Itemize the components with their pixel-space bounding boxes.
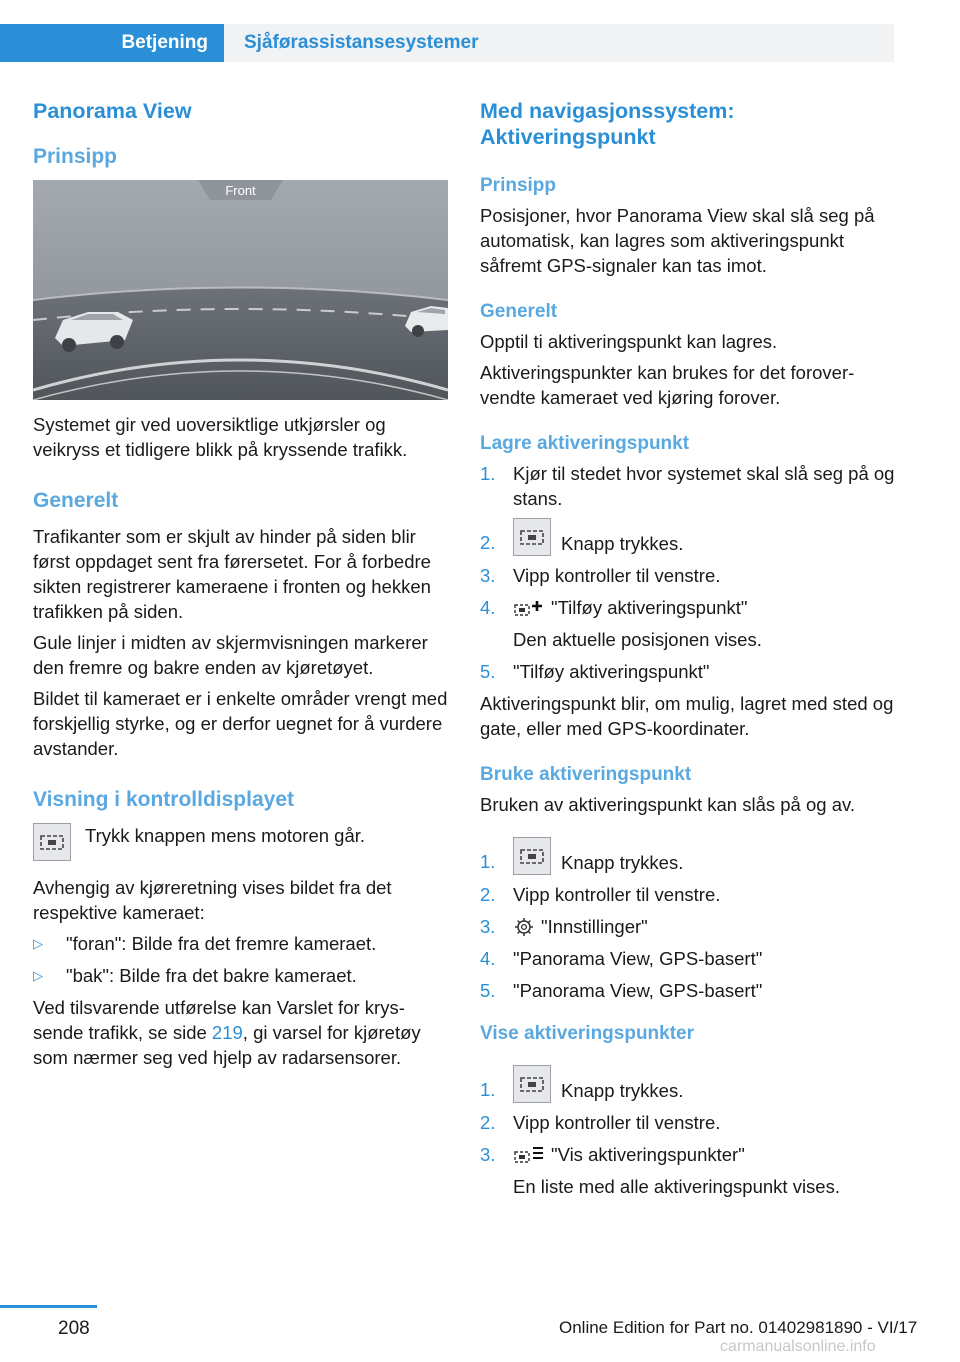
camera-button-icon — [513, 837, 551, 875]
save-steps-list — [480, 461, 898, 684]
triangle-bullet-icon: ▷ — [33, 936, 43, 951]
heading-lagre: Lagre aktiveringspunkt — [480, 433, 690, 454]
save-result-text: Aktiveringspunkt blir, om mulig, lagret med sted og gate, eller med GPS-koordinater. — [480, 693, 894, 739]
heading-prinsipp-right: Prinsipp — [480, 175, 557, 196]
edition-text: Online Edition for Part no. 01402981890 - VI/17 — [559, 1318, 918, 1337]
list-item: 1. Knapp trykkes. — [480, 1065, 898, 1103]
list-points-icon — [513, 1145, 545, 1165]
left-column — [33, 98, 448, 1076]
list-item: ▷ "foran": Bilde fra det fremre kameraet. — [33, 933, 377, 954]
heading-visning: Visning i kontrolldisplayet — [33, 788, 294, 811]
triangle-bullet-icon: ▷ — [33, 968, 43, 983]
list-item: ▷ "bak": Bilde fra det bakre kameraet. — [33, 965, 357, 986]
list-item: 5. "Tilføy aktiveringspunkt" — [480, 661, 710, 682]
list-item: 2. Vipp kontroller til venstre. — [480, 884, 721, 905]
heading-bruke: Bruke aktiveringspunkt — [480, 764, 692, 785]
list-item: 5. "Panorama View, GPS-basert" — [480, 980, 763, 1001]
camera-button-icon — [513, 518, 551, 556]
general-paragraph-1: Trafikanter som er skjult av hinder på siden blir først oppdaget sent fra førersetet. For å forbedre sikten registrerer kameraene i fronten og hekken trafikken på siden. — [33, 526, 431, 622]
camera-bullet-list — [33, 931, 448, 988]
direction-text: Avhengig av kjøreretning vises bildet fra det respektive kameraet: — [33, 877, 392, 923]
general-paragraph-3: Bildet til kameraet er i enkelte områder vrengt med forskjellig styrke, og er derfor uegnet for å vurdere avstander. — [33, 688, 448, 759]
right-column — [480, 98, 898, 1206]
heading-vise: Vise aktiveringspunkter — [480, 1023, 695, 1044]
tab-betjening[interactable]: Betjening — [0, 24, 224, 62]
list-item: 2. Knapp trykkes. — [480, 518, 898, 556]
heading-prinsipp: Prinsipp — [33, 145, 118, 168]
list-item: 3. Vipp kontroller til venstre. — [480, 565, 721, 586]
use-steps-list — [480, 837, 898, 1003]
panorama-camera-image — [33, 180, 448, 400]
use-text: Bruken av aktiveringspunkt kan slås på og av. — [480, 794, 856, 815]
list-item: 1. Kjør til stedet hvor systemet skal slå seg på og stans. — [480, 463, 895, 509]
list-item: 2. Vipp kontroller til venstre. — [480, 1112, 721, 1133]
show-steps-list — [480, 1065, 898, 1199]
list-item: 1. Knapp trykkes. — [480, 837, 898, 875]
list-item: 3. "Vis aktiveringspunkter" En liste med alle aktiveringspunkt vises. — [480, 1144, 840, 1197]
general-right-paragraph-1: Opptil ti aktiveringspunkt kan lagres. — [480, 331, 778, 352]
section-title-aktiveringspunkt: Med navigasjonssystem: Aktiveringspunkt — [480, 99, 735, 149]
page-link-219[interactable]: 219 — [211, 1022, 243, 1043]
principle-text-right: Posisjoner, hvor Panorama View skal slå seg på automatisk, kan lagres som aktiveringspunkt såfremt GPS-signaler kan tas imot. — [480, 205, 875, 276]
camera-button-icon — [513, 1065, 551, 1103]
camera-button-icon — [33, 823, 71, 861]
display-button-text: Trykk knappen mens motoren går. — [85, 825, 366, 846]
general-right-paragraph-2: Aktiveringspunkter kan brukes for det forovervendte kameraet ved kjøring forover. — [480, 362, 855, 408]
page-number: 208 — [58, 1318, 90, 1339]
list-item: 3. "Innstillinger" — [480, 916, 648, 937]
image-label-front: Front — [225, 183, 256, 198]
add-point-icon — [513, 598, 545, 618]
general-paragraph-2: Gule linjer i midten av skjermvisningen markerer den fremre og bakre enden av kjøretøyet. — [33, 632, 428, 678]
heading-generelt: Generelt — [33, 489, 119, 512]
list-item: 4. "Tilføy aktiveringspunkt" Den aktuelle posisjonen vises. — [480, 597, 762, 650]
principle-text: Systemet gir ved uoversiktlige utkjørsler og veikryss et tidligere blikk på kryssende trafikk. — [33, 414, 408, 460]
footer-rule — [0, 1305, 97, 1308]
section-title-panorama-view: Panorama View — [33, 99, 192, 123]
list-item: 4. "Panorama View, GPS-basert" — [480, 948, 763, 969]
heading-generelt-right: Generelt — [480, 301, 558, 322]
warning-text: Ved tilsvarende utførelse kan Varslet for kryssende trafikk, se side 219, gi varsel for kjøretøy som nærmer seg ved hjelp av radarsensorer. — [33, 997, 421, 1068]
gear-icon — [513, 917, 535, 937]
watermark: carmanualsonline.info — [720, 1338, 876, 1355]
tab-sjaforassistansesystemer[interactable]: Sjåførassistansesystemer — [224, 24, 894, 62]
